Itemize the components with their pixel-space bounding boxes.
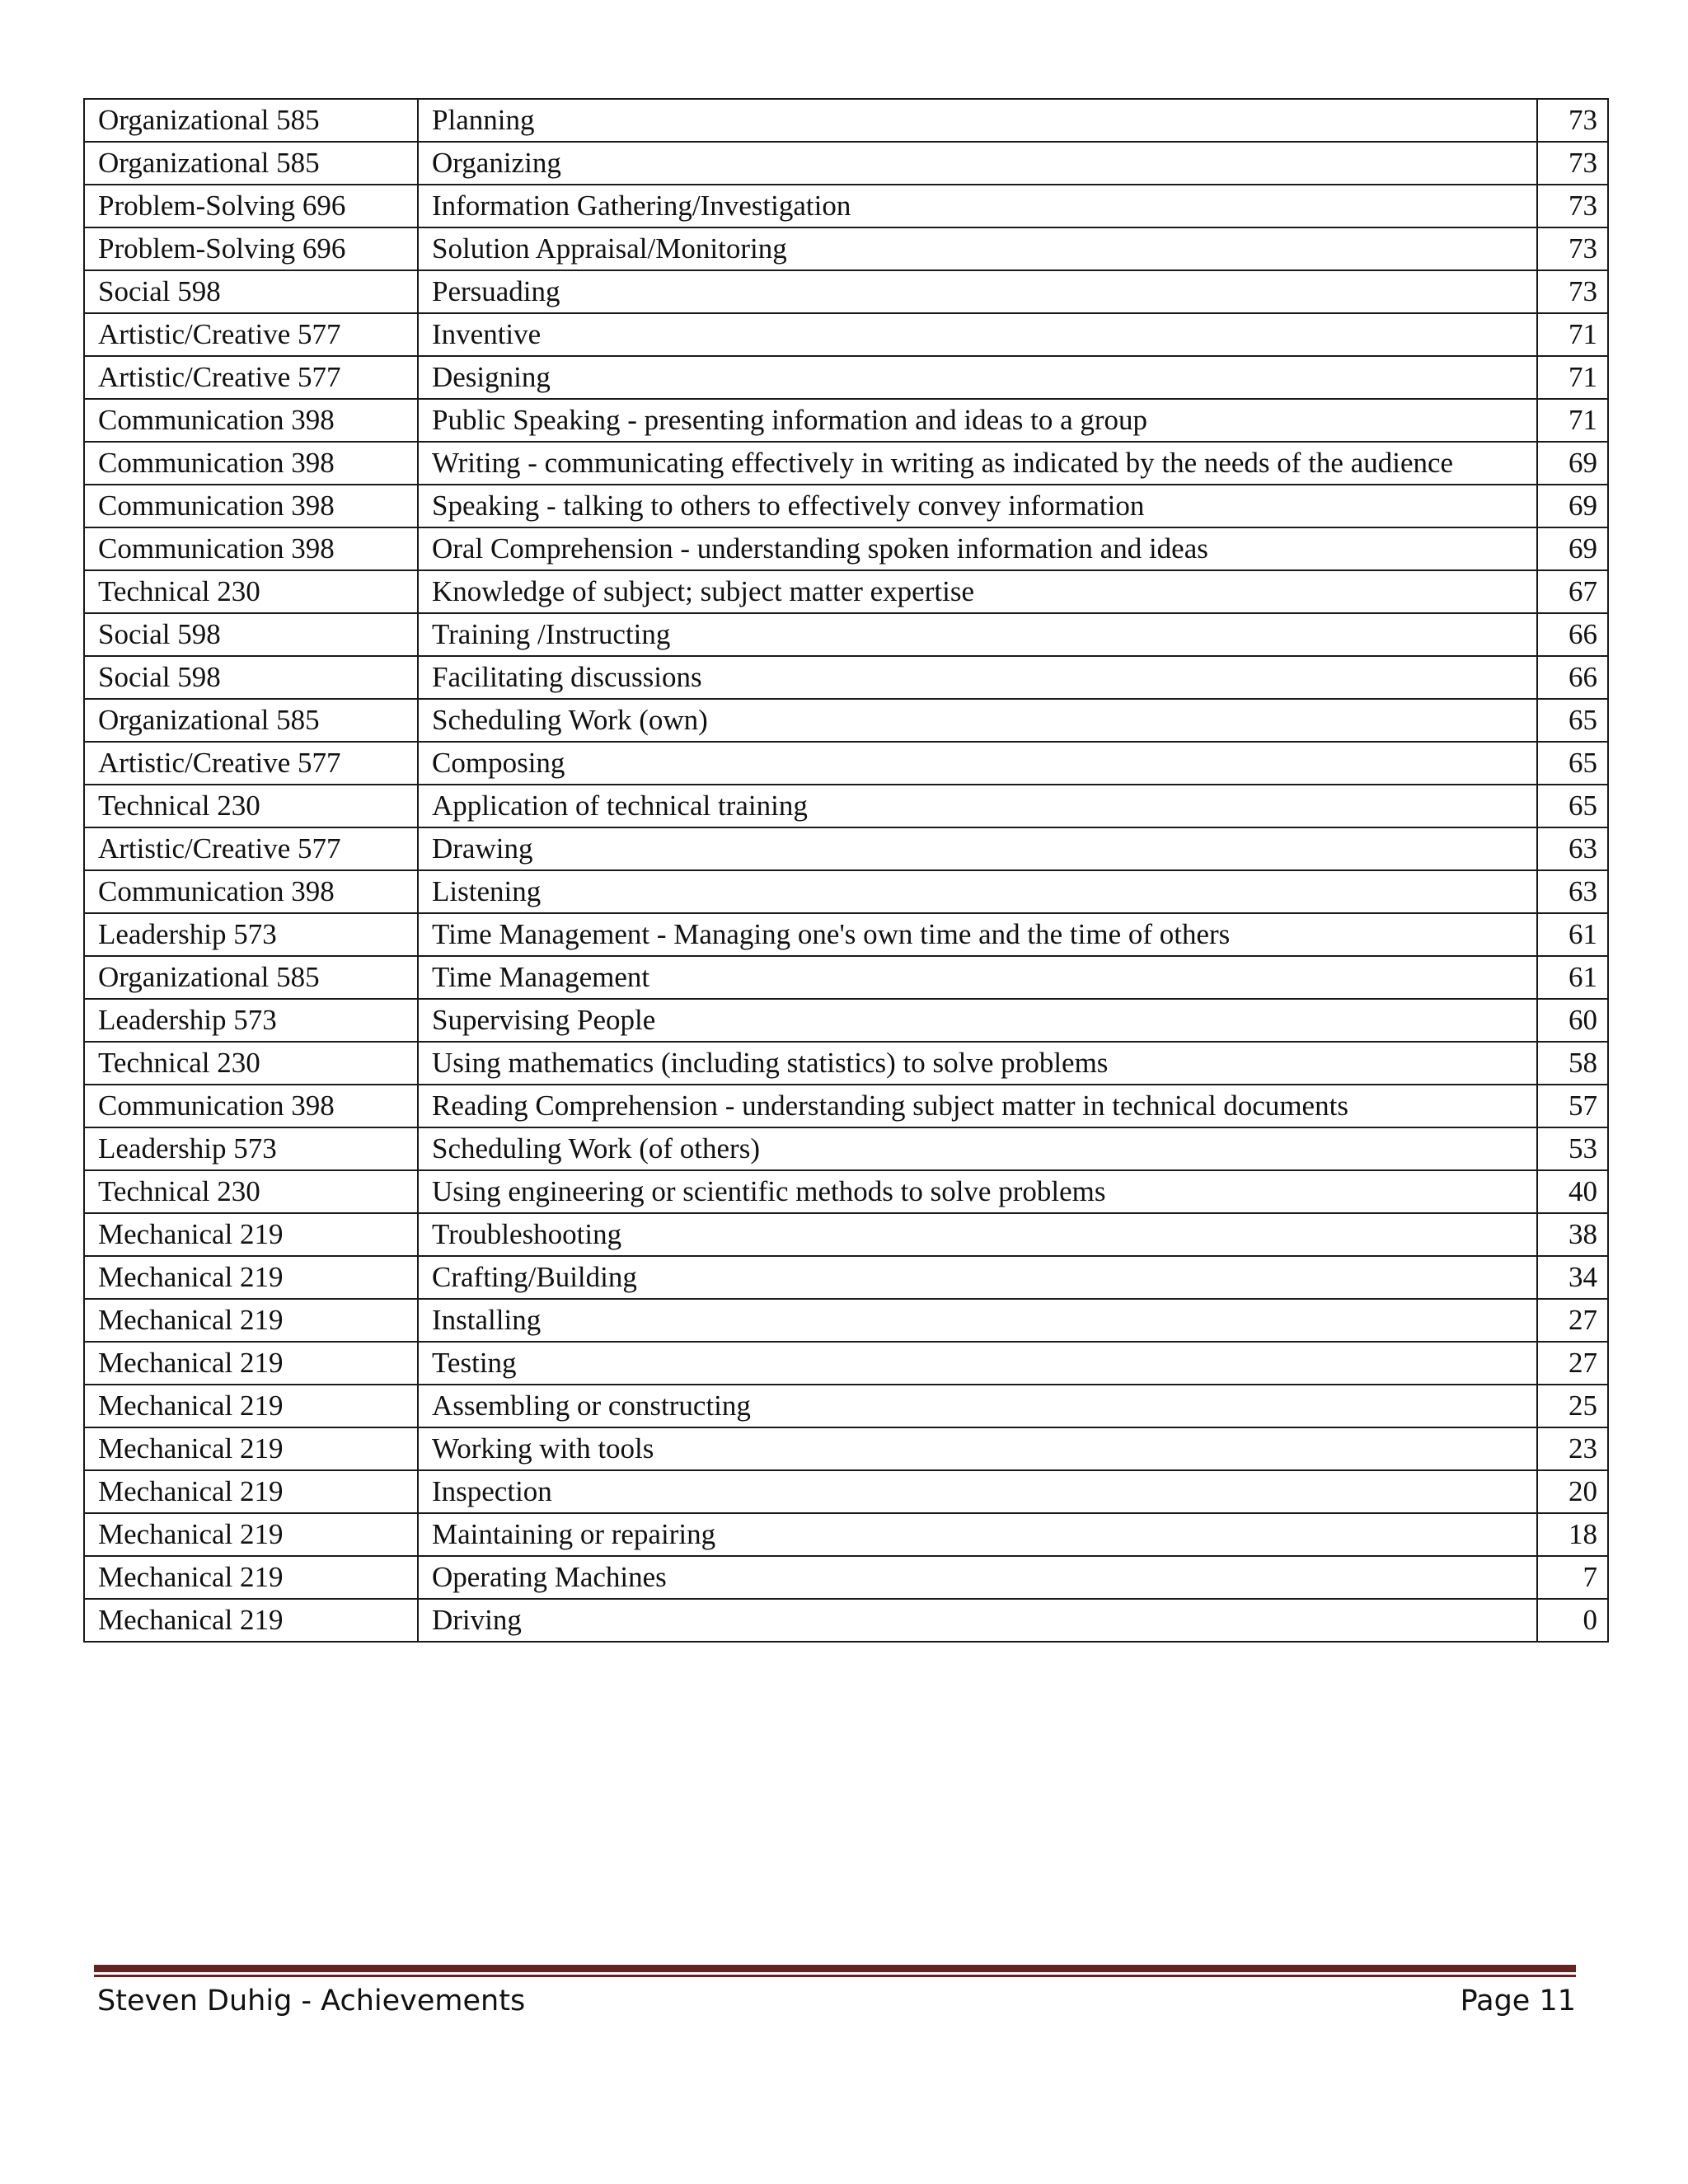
score-cell: 20 — [1537, 1470, 1608, 1513]
skill-cell: Operating Machines — [418, 1556, 1537, 1599]
skill-cell: Writing - communicating effectively in writing as indicated by the needs of the audience — [418, 442, 1537, 485]
score-cell: 71 — [1537, 313, 1608, 356]
category-cell: Mechanical 219 — [84, 1427, 418, 1470]
score-cell: 73 — [1537, 142, 1608, 185]
score-cell: 71 — [1537, 399, 1608, 442]
table-row — [84, 785, 1608, 827]
skills-table — [83, 98, 1609, 1643]
skill-cell: Designing — [418, 356, 1537, 399]
skill-cell: Installing — [418, 1299, 1537, 1342]
score-cell: 61 — [1537, 913, 1608, 956]
table-row — [84, 1170, 1608, 1213]
category-cell: Organizational 585 — [84, 142, 418, 185]
skill-cell: Drawing — [418, 827, 1537, 870]
category-cell: Technical 230 — [84, 570, 418, 613]
score-cell: 65 — [1537, 785, 1608, 827]
skill-cell: Inventive — [418, 313, 1537, 356]
category-cell: Organizational 585 — [84, 99, 418, 142]
category-cell: Mechanical 219 — [84, 1599, 418, 1642]
category-cell: Mechanical 219 — [84, 1213, 418, 1256]
category-cell: Mechanical 219 — [84, 1513, 418, 1556]
score-cell: 66 — [1537, 656, 1608, 699]
category-cell: Problem-Solving 696 — [84, 185, 418, 227]
table-row — [84, 1085, 1608, 1127]
category-cell: Communication 398 — [84, 870, 418, 913]
footer-rule-thin — [94, 1975, 1576, 1977]
table-row — [84, 142, 1608, 185]
table-row — [84, 1470, 1608, 1513]
category-cell: Technical 230 — [84, 1042, 418, 1085]
category-cell: Social 598 — [84, 656, 418, 699]
table-row — [84, 227, 1608, 270]
table-row — [84, 827, 1608, 870]
score-cell: 27 — [1537, 1342, 1608, 1385]
category-cell: Leadership 573 — [84, 913, 418, 956]
skill-cell: Public Speaking - presenting information and ideas to a group — [418, 399, 1537, 442]
skill-cell: Scheduling Work (of others) — [418, 1127, 1537, 1170]
skill-cell: Composing — [418, 742, 1537, 785]
skill-cell: Troubleshooting — [418, 1213, 1537, 1256]
skill-cell: Maintaining or repairing — [418, 1513, 1537, 1556]
category-cell: Mechanical 219 — [84, 1385, 418, 1427]
score-cell: 65 — [1537, 742, 1608, 785]
score-cell: 38 — [1537, 1213, 1608, 1256]
category-cell: Communication 398 — [84, 399, 418, 442]
category-cell: Organizational 585 — [84, 699, 418, 742]
score-cell: 40 — [1537, 1170, 1608, 1213]
score-cell: 73 — [1537, 227, 1608, 270]
score-cell: 58 — [1537, 1042, 1608, 1085]
score-cell: 73 — [1537, 185, 1608, 227]
skill-cell: Organizing — [418, 142, 1537, 185]
category-cell: Organizational 585 — [84, 956, 418, 999]
skill-cell: Working with tools — [418, 1427, 1537, 1470]
skill-cell: Speaking - talking to others to effectively convey information — [418, 485, 1537, 527]
skill-cell: Supervising People — [418, 999, 1537, 1042]
skill-cell: Facilitating discussions — [418, 656, 1537, 699]
score-cell: 63 — [1537, 827, 1608, 870]
table-row — [84, 1299, 1608, 1342]
skill-cell: Solution Appraisal/Monitoring — [418, 227, 1537, 270]
table-row — [84, 442, 1608, 485]
category-cell: Communication 398 — [84, 442, 418, 485]
category-cell: Artistic/Creative 577 — [84, 827, 418, 870]
category-cell: Communication 398 — [84, 1085, 418, 1127]
score-cell: 34 — [1537, 1256, 1608, 1299]
footer-document-title: Steven Duhig - Achievements — [97, 1985, 526, 2018]
score-cell: 53 — [1537, 1127, 1608, 1170]
skill-cell: Oral Comprehension - understanding spoken information and ideas — [418, 527, 1537, 570]
skill-cell: Driving — [418, 1599, 1537, 1642]
table-row — [84, 270, 1608, 313]
score-cell: 60 — [1537, 999, 1608, 1042]
category-cell: Problem-Solving 696 — [84, 227, 418, 270]
table-row — [84, 1556, 1608, 1599]
skill-cell: Assembling or constructing — [418, 1385, 1537, 1427]
table-row — [84, 1213, 1608, 1256]
category-cell: Mechanical 219 — [84, 1299, 418, 1342]
score-cell: 61 — [1537, 956, 1608, 999]
score-cell: 66 — [1537, 613, 1608, 656]
table-row — [84, 742, 1608, 785]
table-row — [84, 1427, 1608, 1470]
skill-cell: Information Gathering/Investigation — [418, 185, 1537, 227]
table-row — [84, 1385, 1608, 1427]
table-row — [84, 699, 1608, 742]
table-row — [84, 1127, 1608, 1170]
category-cell: Social 598 — [84, 270, 418, 313]
category-cell: Artistic/Creative 577 — [84, 356, 418, 399]
table-row — [84, 99, 1608, 142]
skills-table-body — [84, 99, 1608, 1642]
skill-cell: Inspection — [418, 1470, 1537, 1513]
table-row — [84, 1599, 1608, 1642]
category-cell: Artistic/Creative 577 — [84, 742, 418, 785]
score-cell: 67 — [1537, 570, 1608, 613]
score-cell: 65 — [1537, 699, 1608, 742]
category-cell: Mechanical 219 — [84, 1256, 418, 1299]
table-row — [84, 1513, 1608, 1556]
skill-cell: Application of technical training — [418, 785, 1537, 827]
score-cell: 27 — [1537, 1299, 1608, 1342]
score-cell: 69 — [1537, 527, 1608, 570]
skill-cell: Planning — [418, 99, 1537, 142]
skill-cell: Crafting/Building — [418, 1256, 1537, 1299]
skill-cell: Knowledge of subject; subject matter expertise — [418, 570, 1537, 613]
skill-cell: Testing — [418, 1342, 1537, 1385]
category-cell: Mechanical 219 — [84, 1470, 418, 1513]
table-row — [84, 1042, 1608, 1085]
table-row — [84, 185, 1608, 227]
table-row — [84, 356, 1608, 399]
skill-cell: Training /Instructing — [418, 613, 1537, 656]
category-cell: Communication 398 — [84, 527, 418, 570]
footer-page-number: Page 11 — [1460, 1985, 1576, 2018]
skill-cell: Time Management - Managing one's own time and the time of others — [418, 913, 1537, 956]
table-row — [84, 656, 1608, 699]
skill-cell: Using mathematics (including statistics) to solve problems — [418, 1042, 1537, 1085]
skill-cell: Reading Comprehension - understanding subject matter in technical documents — [418, 1085, 1537, 1127]
category-cell: Technical 230 — [84, 1170, 418, 1213]
score-cell: 71 — [1537, 356, 1608, 399]
table-row — [84, 1256, 1608, 1299]
category-cell: Social 598 — [84, 613, 418, 656]
score-cell: 0 — [1537, 1599, 1608, 1642]
category-cell: Leadership 573 — [84, 999, 418, 1042]
table-row — [84, 999, 1608, 1042]
table-row — [84, 399, 1608, 442]
table-row — [84, 613, 1608, 656]
score-cell: 73 — [1537, 270, 1608, 313]
table-row — [84, 870, 1608, 913]
category-cell: Leadership 573 — [84, 1127, 418, 1170]
table-row — [84, 527, 1608, 570]
score-cell: 69 — [1537, 485, 1608, 527]
score-cell: 23 — [1537, 1427, 1608, 1470]
score-cell: 73 — [1537, 99, 1608, 142]
skill-cell: Using engineering or scientific methods to solve problems — [418, 1170, 1537, 1213]
score-cell: 69 — [1537, 442, 1608, 485]
table-row — [84, 485, 1608, 527]
skill-cell: Scheduling Work (own) — [418, 699, 1537, 742]
score-cell: 57 — [1537, 1085, 1608, 1127]
score-cell: 7 — [1537, 1556, 1608, 1599]
table-row — [84, 956, 1608, 999]
score-cell: 18 — [1537, 1513, 1608, 1556]
skill-cell: Listening — [418, 870, 1537, 913]
table-row — [84, 313, 1608, 356]
skill-cell: Time Management — [418, 956, 1537, 999]
table-row — [84, 913, 1608, 956]
category-cell: Mechanical 219 — [84, 1556, 418, 1599]
footer-rule-thick — [94, 1965, 1576, 1972]
table-row — [84, 1342, 1608, 1385]
table-row — [84, 570, 1608, 613]
category-cell: Mechanical 219 — [84, 1342, 418, 1385]
score-cell: 63 — [1537, 870, 1608, 913]
skill-cell: Persuading — [418, 270, 1537, 313]
category-cell: Artistic/Creative 577 — [84, 313, 418, 356]
category-cell: Technical 230 — [84, 785, 418, 827]
score-cell: 25 — [1537, 1385, 1608, 1427]
category-cell: Communication 398 — [84, 485, 418, 527]
